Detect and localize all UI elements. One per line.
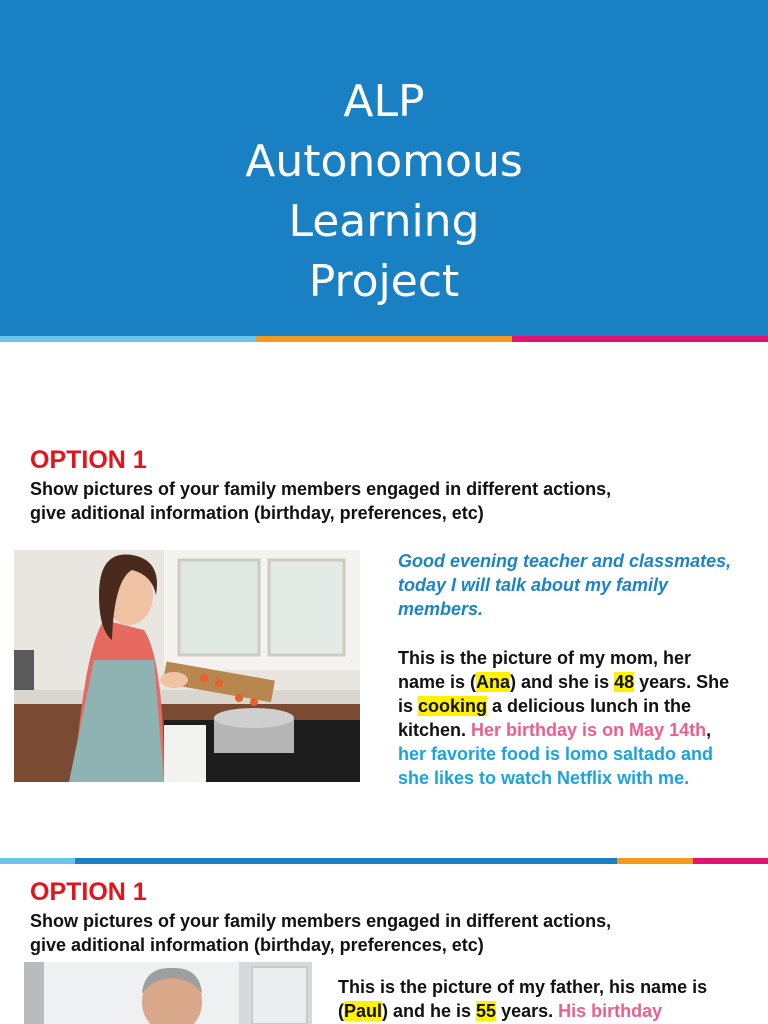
father-age: 55 xyxy=(476,1001,497,1021)
instruction-line-2: give aditional information (birthday, preferences, etc) xyxy=(30,503,484,523)
father-text-2: ) and he is xyxy=(382,1001,477,1021)
mom-action: cooking xyxy=(418,696,488,716)
mom-text-1: This is the picture of my mom, her name is ( xyxy=(398,648,692,692)
mom-birthday: Her birthday is on May 14th xyxy=(471,720,707,740)
intro-text: Good evening teacher and classmates, today I will talk about my family members. xyxy=(398,551,732,619)
father-name: Paul xyxy=(344,1001,383,1021)
option-heading-2: OPTION 1 xyxy=(30,878,147,906)
instruction-line-1-2: Show pictures of your family members engaged in different actions, xyxy=(30,911,612,931)
mom-paragraph xyxy=(398,646,738,790)
mom-cooking-photo xyxy=(14,550,360,782)
father-text-1: This is the picture of my father, his name is ( xyxy=(338,977,708,1021)
father-photo xyxy=(24,962,312,1024)
mom-name: Ana xyxy=(476,672,511,692)
title-line-4: Project xyxy=(308,256,460,307)
title-line-3: Learning xyxy=(288,196,480,247)
father-paragraph xyxy=(338,975,738,1023)
title-slide xyxy=(0,0,768,336)
mom-text-3: years. She is xyxy=(398,672,730,716)
mom-text-4: a delicious lunch in the kitchen. xyxy=(398,696,692,740)
intro-paragraph xyxy=(398,549,738,621)
instruction-line-1: Show pictures of your family members engaged in different actions, xyxy=(30,479,612,499)
mom-text-2: ) and she is xyxy=(510,672,615,692)
mom-comma: , xyxy=(706,720,712,740)
title-line-1: ALP xyxy=(343,76,425,127)
instruction-line-2-2: give aditional information (birthday, preferences, etc) xyxy=(30,935,484,955)
title-line-2: Autonomous xyxy=(245,136,523,187)
mom-likes: her favorite food is lomo saltado and she likes to watch Netflix with me. xyxy=(398,744,714,788)
option-heading: OPTION 1 xyxy=(30,446,147,474)
mom-age: 48 xyxy=(614,672,635,692)
father-birthday: His birthday xyxy=(558,1001,663,1021)
father-text-3: years. xyxy=(496,1001,559,1021)
